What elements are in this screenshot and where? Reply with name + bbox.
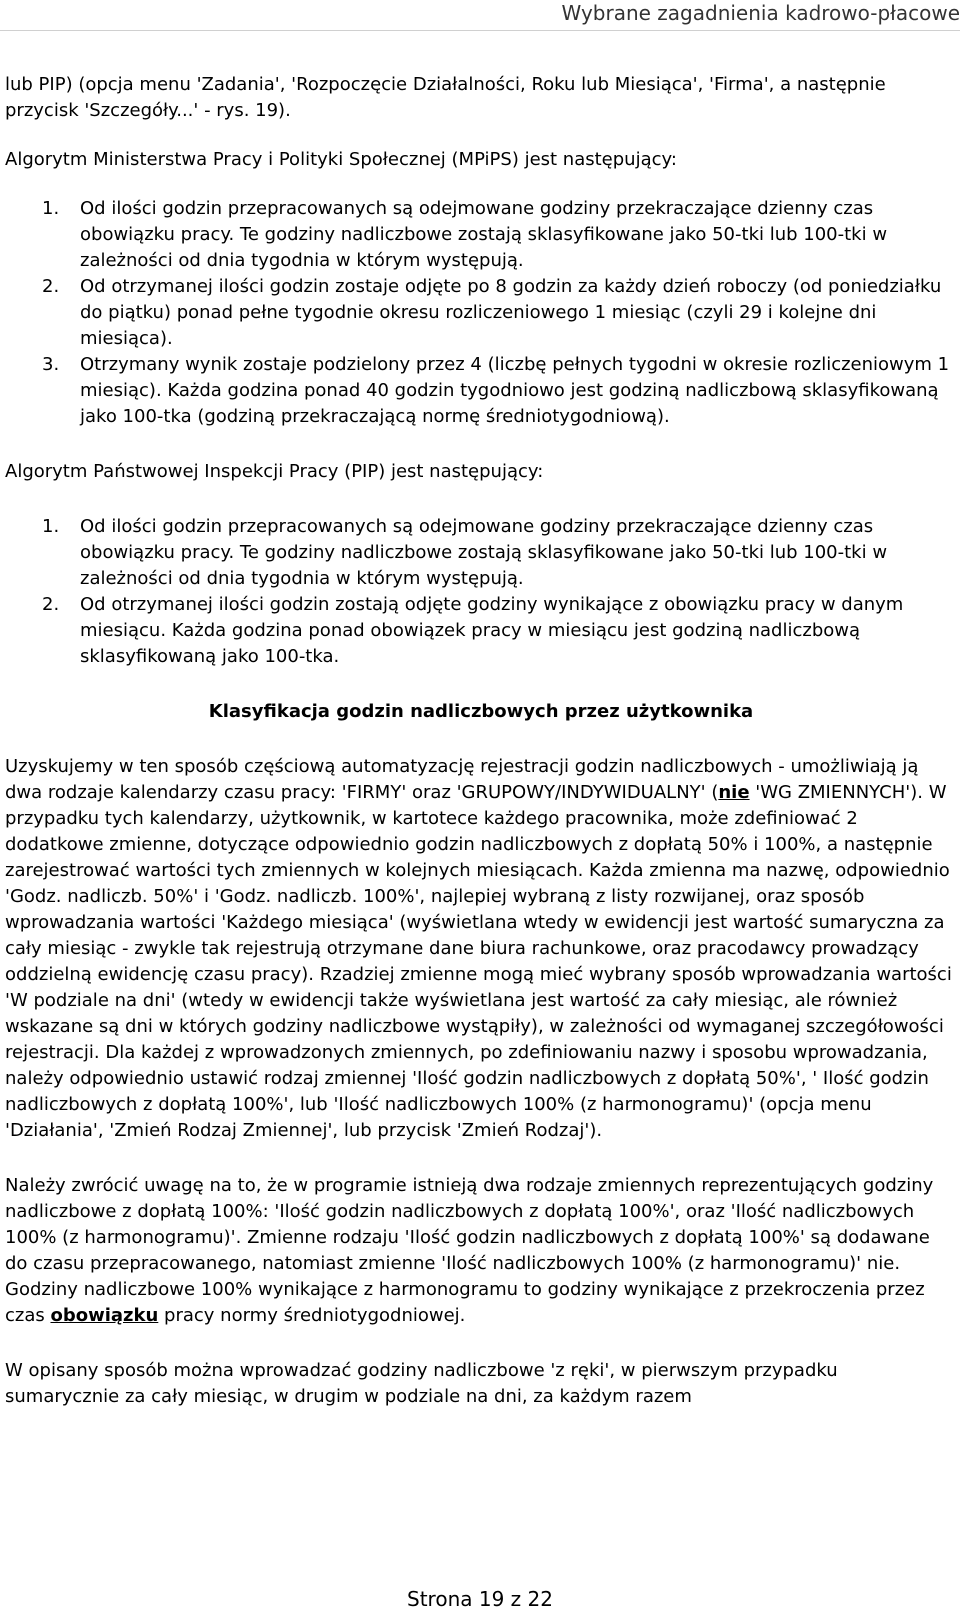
document-body [5, 72, 957, 1410]
body-paragraph [5, 754, 957, 1144]
list-item-number: 2. [42, 594, 60, 615]
list-item-text: Od otrzymanej ilości godzin zostaje odjęte po 8 godzin za każdy dzień roboczy (od poniedziałku do piątku) ponad pełne tygodnie okresu rozliczeniowego 1 miesiąc (czyli 29 i kolejne dni miesiąca). [80, 276, 942, 349]
list-item-text: Od ilości godzin przepracowanych są odejmowane godziny przekraczające dzienny czas obowiązku pracy. Te godziny nadliczbowe zostają sklasyfikowane jako 50-tki lub 100-tki w zależności od dnia tygodnia w którym występują. [80, 516, 888, 589]
paragraph-text: 'WG ZMIENNYCH'). W przypadku tych kalendarzy, użytkownik, w kartotece każdego pracownika, może zdefiniować 2 dodatkowe zmienne, dotyczące odpowiednio godzin nadliczbowych z dopłatą 50% i 100%, a następnie zarejestrować wartości tych zmiennych w kolejnych miesiącach. Każda zmienna ma nazwę, odpowiednio 'Godz. nadliczb. 50%' i 'Godz. nadliczb. 100%', najlepiej wybraną z listy rozwijanej, oraz sposób wprowadzania wartości 'Każdego miesiąca' (wyświetlana wtedy w ewidencji jest wartość sumaryczna za cały miesiąc - zwykle tak rejestrują otrzymane dane biura rachunkowe, oraz pracodawcy prowadzący oddzielną ewidencję czasu pracy). Rzadziej zmienne mogą mieć wybrany sposób wprowadzania wartości 'W podziale na dni' (wtedy w ewidencji także wyświetlana jest wartość za cały miesiąc, ale również wskazane są dni w których godziny nadliczbowe wystąpiły), w zależności od wymaganej szczegółowości rejestracji. Dla każdej z wprowadzonych zmiennych, po zdefiniowaniu nazwy i sposobu wprowadzania, należy odpowiednio ustawić rodzaj zmiennej 'Ilość godzin nadliczbowych z dopłatą 50%', ' Ilość godzin nadliczbowych z dopłatą 100%', lub 'Ilość nadliczbowych 100% (z harmonogramu)' (opcja menu 'Działania', 'Zmień Rodzaj Zmiennej', lub przycisk 'Zmień Rodzaj'). [5, 782, 952, 1141]
body-paragraph [5, 1173, 957, 1329]
emphasized-word: nie [718, 782, 750, 803]
header-title: Wybrane zagadnienia kadrowo-płacowe [561, 1, 960, 25]
page-header [0, 0, 960, 31]
list-item-number: 2. [42, 276, 60, 297]
list-item [5, 196, 957, 274]
paragraph-text: pracy normy średniotygodniowej. [158, 1305, 466, 1326]
paragraph-text: Należy zwrócić uwagę na to, że w programie istnieją dwa rodzaje zmiennych reprezentujących godziny nadliczbowe z dopłatą 100%: 'Ilość godzin nadliczbowych z dopłatą 100%', oraz 'Ilość nadliczbowych 100% (z harmonogramu)'. Zmienne rodzaju 'Ilość godzin nadliczbowych z dopłatą 100%' są dodawane do czasu przepracowanego, natomiast zmienne 'Ilość nadliczbowych 100% (z harmonogramu)' nie. Godziny nadliczbowe 100% wynikające z harmonogramu to godziny wynikające z przekroczenia przez czas [5, 1175, 934, 1326]
section-heading: Klasyfikacja godzin nadliczbowych przez użytkownika [208, 701, 754, 722]
intro-paragraph: lub PIP) (opcja menu 'Zadania', 'Rozpoczęcie Działalności, Roku lub Miesiąca', 'Firma', a następnie przycisk 'Szczegóły...' - rys. 19). [5, 74, 886, 121]
pip-algorithm-title: Algorytm Państwowej Inspekcji Pracy (PIP) jest następujący: [5, 461, 544, 482]
emphasized-word: obowiązku [50, 1305, 159, 1326]
page-footer [0, 1586, 960, 1612]
list-item [5, 352, 957, 430]
list-item [5, 514, 957, 592]
list-item [5, 592, 957, 670]
list-item-text: Od otrzymanej ilości godzin zostają odjęte godziny wynikające z obowiązku pracy w danym miesiącu. Każda godzina ponad obowiązek pracy w miesiącu jest godziną nadliczbową sklasyfikowaną jako 100-tka. [80, 594, 904, 667]
list-item-number: 1. [42, 516, 60, 537]
list-item-number: 1. [42, 198, 60, 219]
paragraph-text: Uzyskujemy w ten sposób częściową automatyzację rejestracji godzin nadliczbowych - umożliwiają ją dwa rodzaje kalendarzy czasu pracy: 'FIRMY' oraz 'GRUPOWY/INDYWIDUALNY' ( [5, 756, 919, 803]
mpips-algorithm-title: Algorytm Ministerstwa Pracy i Polityki Społecznej (MPiPS) jest następujący: [5, 149, 677, 170]
list-item-number: 3. [42, 354, 60, 375]
list-item-text: Od ilości godzin przepracowanych są odejmowane godziny przekraczające dzienny czas obowiązku pracy. Te godziny nadliczbowe zostają sklasyfikowane jako 50-tki lub 100-tki w zależności od dnia tygodnia w którym występują. [80, 198, 888, 271]
list-item-text: Otrzymany wynik zostaje podzielony przez 4 (liczbę pełnych tygodni w okresie rozliczeniowym 1 miesiąc). Każda godzina ponad 40 godzin tygodniowo jest godziną nadliczbową sklasyfikowaną jako 100-tka (godziną przekraczającą normę średniotygodniową). [80, 354, 950, 427]
list-item [5, 274, 957, 352]
body-paragraph: W opisany sposób można wprowadzać godziny nadliczbowe 'z ręki', w pierwszym przypadku sumarycznie za cały miesiąc, w drugim w podziale na dni, za każdym razem [5, 1360, 838, 1407]
pip-algorithm-list [5, 514, 957, 670]
page-number: Strona 19 z 22 [407, 1587, 553, 1611]
mpips-algorithm-list [5, 196, 957, 430]
